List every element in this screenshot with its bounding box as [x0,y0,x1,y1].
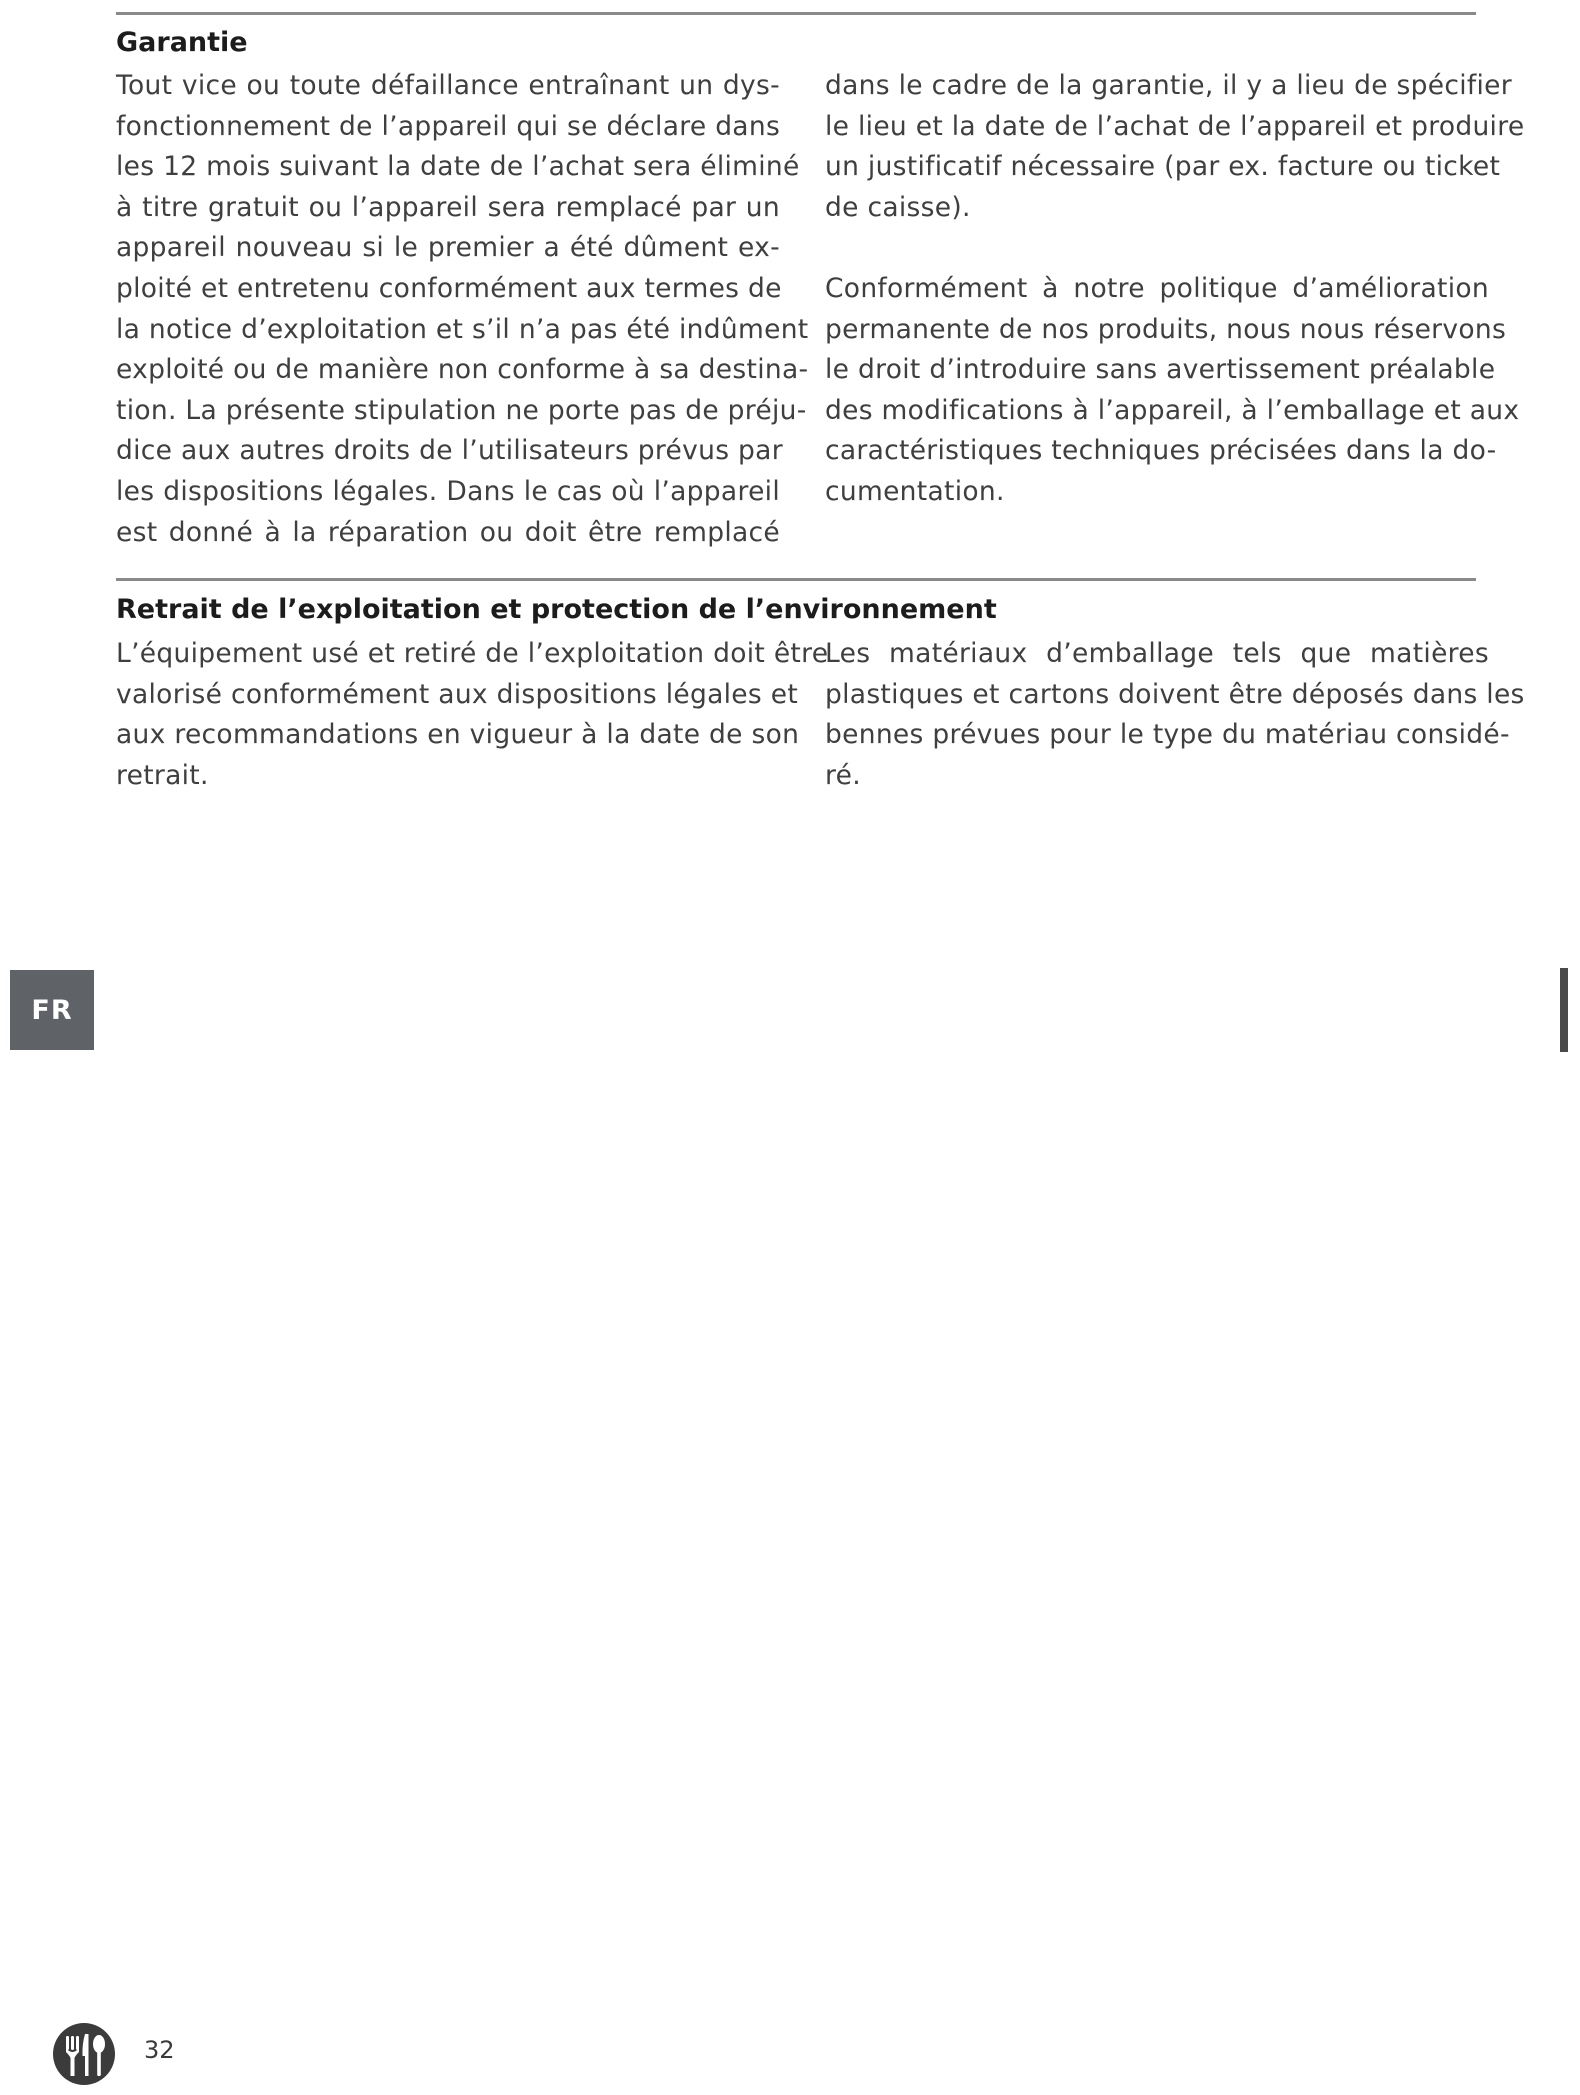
text-line: est donné à la réparation ou doit être remplacé [116,516,780,548]
text-line: la notice d’exploitation et s’il n’a pas été indûment [116,313,809,345]
text-line: de caisse). [825,191,971,223]
text-line: fonctionnement de l’appareil qui se déclare dans [116,110,781,142]
text-line: aux recommandations en vigueur à la date de son [116,719,800,751]
language-tab: FR [10,970,94,1050]
edge-index-mark [1560,968,1568,1052]
text-line: permanente de nos produits, nous nous réservons [825,313,1507,345]
text-line: bennes prévues pour le type du matériau considé- [825,719,1510,751]
paragraph-gap [825,228,1489,269]
text-line: Tout vice ou toute défaillance entraînant un dys- [116,70,780,101]
text-line: tion. La présente stipulation ne porte pas de préju- [116,394,807,426]
text-line: des modifications à l’appareil, à l’emballage et aux [825,394,1520,426]
top-rule [116,12,1476,15]
garantie-left-column [116,66,809,553]
text-line: cumentation. [825,475,1005,507]
text-line: plastiques et cartons doivent être déposés dans les [825,678,1525,710]
text-line: un justificatif nécessaire (par ex. facture ou ticket [825,151,1501,183]
cutlery-logo-icon [52,2022,116,2086]
retrait-right-column [825,634,1525,796]
text-line: Les matériaux d’emballage tels que matières [825,638,1489,669]
text-line: retrait. [116,759,209,791]
text-line: à titre gratuit ou l’appareil sera remplacé par un [116,191,780,223]
section-rule [116,578,1476,581]
text-line: ré. [825,759,861,791]
text-line: caractéristiques techniques précisées dans la do- [825,435,1497,467]
text-line: les dispositions légales. Dans le cas où l’appareil [116,475,780,507]
text-line: appareil nouveau si le premier a été dûment ex- [116,232,780,264]
text-line: valorisé conformément aux dispositions légales et [116,678,799,710]
section-title-retrait: Retrait de l’exploitation et protection de l’environnement [116,594,997,625]
section-title-garantie: Garantie [116,27,248,58]
text-line: ploité et entretenu conformément aux termes de [116,272,782,304]
garantie-right-column [825,66,1525,513]
text-line: L’équipement usé et retiré de l’exploitation doit être [116,638,829,669]
text-line: Conformément à notre politique d’amélioration [825,272,1489,304]
text-line: exploité ou de manière non conforme à sa destina- [116,354,809,386]
text-line: dans le cadre de la garantie, il y a lieu de spécifier [825,70,1512,101]
text-line: le droit d’introduire sans avertissement préalable [825,354,1496,386]
page-number: 32 [144,2036,175,2064]
text-line: les 12 mois suivant la date de l’achat sera éliminé [116,151,800,183]
retrait-left-column [116,634,829,796]
text-line: le lieu et la date de l’achat de l’appareil et produire [825,110,1525,142]
text-line: dice aux autres droits de l’utilisateurs prévus par [116,435,783,467]
